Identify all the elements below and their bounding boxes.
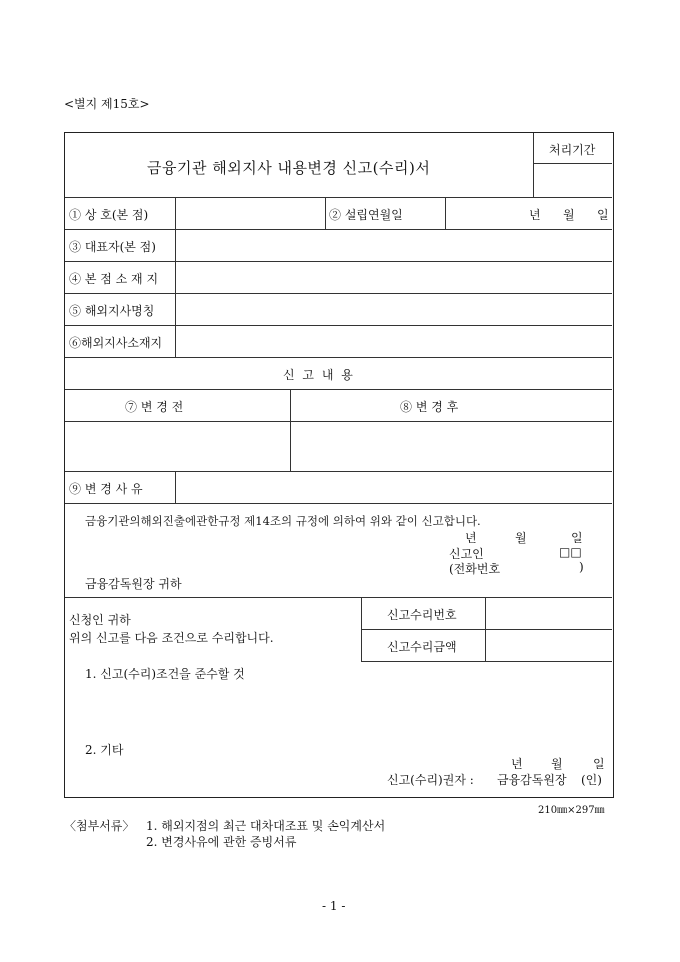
addressee: 금융감독원장 귀하 (85, 577, 182, 591)
attachment-item-1: 1. 해외지점의 최근 대차대조표 및 손익계산서 (146, 819, 386, 833)
divider (65, 293, 612, 294)
report-content-title: 신 고 내 용 (283, 368, 355, 382)
divider (325, 197, 326, 229)
divider (361, 629, 612, 630)
condition-2: 2. 기타 (85, 743, 124, 757)
acceptance-month: 월 (551, 757, 563, 771)
page-number: - 1 - (322, 899, 346, 913)
date-year: 년 (529, 208, 541, 222)
date-month: 월 (563, 208, 575, 222)
branch-location-label: ⑥해외지사소재지 (69, 336, 163, 350)
divider (175, 471, 176, 503)
divider (65, 389, 612, 390)
authority-seal: (인) (581, 773, 602, 787)
declaration-month: 월 (515, 531, 527, 545)
declaration-year: 년 (465, 531, 477, 545)
reporter-label: 신고인 (449, 547, 484, 561)
after-change-label: ⑧ 변 경 후 (400, 400, 459, 414)
divider (65, 597, 612, 598)
divider (65, 357, 612, 358)
declaration-statement: 금융기관의해외진출에관한규정 제14조의 규정에 의하여 위와 같이 신고합니다. (85, 514, 481, 528)
representative-label: ③ 대표자(본 점) (69, 240, 156, 254)
authority-label: 신고(수리)권자 : (387, 773, 474, 787)
divider (533, 133, 534, 197)
head-office-location-label: ④ 본 점 소 재 지 (69, 272, 159, 286)
divider (65, 421, 612, 422)
company-name-label: ① 상 호(본 점) (69, 208, 149, 222)
report-form (64, 132, 614, 798)
condition-1: 1. 신고(수리)조건을 준수할 것 (85, 667, 245, 681)
divider (485, 597, 486, 661)
divider (65, 325, 612, 326)
attachment-item-2: 2. 변경사유에 관한 증빙서류 (146, 835, 297, 849)
divider (361, 597, 362, 661)
divider (65, 261, 612, 262)
processing-period-label: 처리기간 (549, 143, 596, 157)
form-number: <별지 제15호> (64, 97, 150, 111)
acceptance-day: 일 (593, 757, 605, 771)
divider (65, 471, 612, 472)
divider (65, 503, 612, 504)
phone-label: (전화번호 (449, 562, 501, 576)
seal-mark: □□ (559, 545, 582, 559)
branch-name-label: ⑤ 해외지사명칭 (69, 304, 155, 318)
form-title: 금융기관 해외지사 내용변경 신고(수리)서 (147, 159, 431, 177)
divider (445, 197, 446, 229)
attachments-label: 〈첨부서류〉 (64, 819, 135, 833)
divider (290, 389, 291, 471)
before-change-label: ⑦ 변 경 전 (125, 400, 184, 414)
acceptance-year: 년 (511, 757, 523, 771)
receipt-amount-label: 신고수리금액 (387, 640, 457, 654)
paper-size: 210㎜×297㎜ (538, 805, 605, 816)
establishment-date-label: ② 설립연월일 (329, 208, 403, 222)
divider (65, 197, 612, 198)
declaration-day: 일 (571, 531, 583, 545)
divider (65, 229, 612, 230)
receipt-number-label: 신고수리번호 (387, 608, 457, 622)
acceptance-statement: 위의 신고를 다음 조건으로 수리합니다. (69, 631, 274, 645)
divider (361, 661, 612, 662)
phone-close: ) (579, 560, 584, 574)
change-reason-label: ⑨ 변 경 사 유 (69, 482, 143, 496)
date-day: 일 (597, 208, 609, 222)
authority-name: 금융감독원장 (497, 773, 567, 787)
to-applicant: 신청인 귀하 (69, 613, 131, 627)
divider (533, 163, 612, 164)
divider (175, 197, 176, 357)
